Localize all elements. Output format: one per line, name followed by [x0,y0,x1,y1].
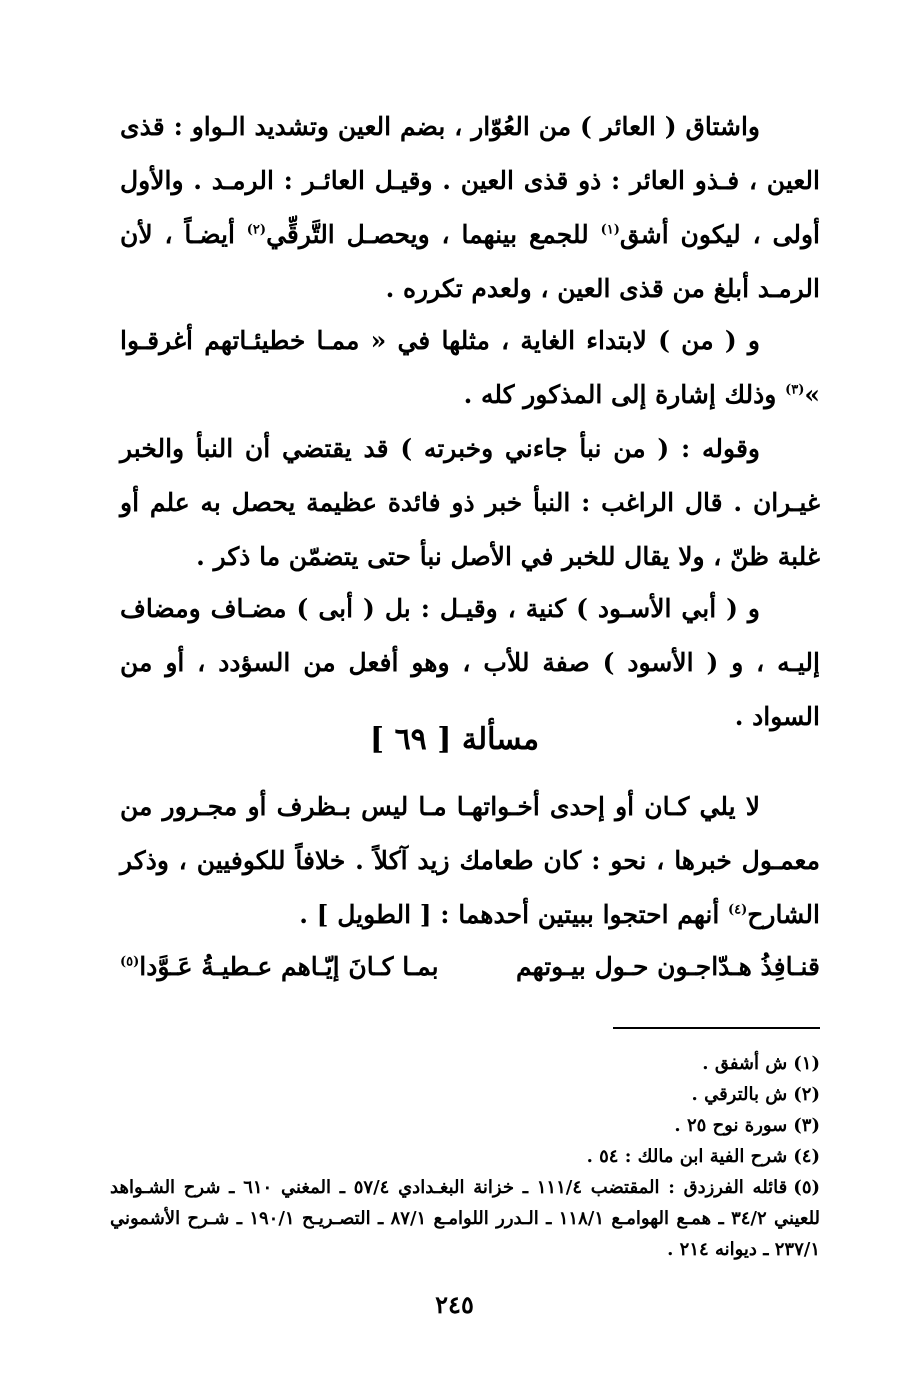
paragraph-text: وذلك إشارة إلى المذكور كله . [463,380,786,409]
footnote-item [110,1110,820,1141]
footnote-ref-4: (٤) [728,902,748,918]
footnote-number: (١) [793,1053,820,1074]
paragraph-text: أيضـاً ، لأن الرمـد أبلغ من قذى العين ، ولعدم تكرره . [120,220,820,303]
section-heading: مسألة [ ٦٩ ] [369,722,540,757]
paragraph-etymology [120,100,820,316]
paragraph-text: وقوله : ( من نبأ جاءني وخبرته ) قد يقتضي أن النبأ والخبر غيـران . قال الراغب : النبأ خبر ذو فائدة عظيمة يحصل به علم أو غلبة ظنّ ، ولا يقال للخبر في الأصل نبأ حتى يتضمّن ما ذكر . [120,434,820,571]
footnote-item [110,1048,820,1079]
footnote-item [110,1079,820,1110]
paragraph-naba [120,422,820,584]
footnote-divider [613,1027,820,1029]
footnote-text: شرح الفية ابن مالك : ٥٤ . [586,1146,788,1167]
footnotes-list [110,1048,820,1265]
poem-hemistich-second [120,940,439,994]
footnote-number: (٥) [793,1177,821,1198]
footnote-item [110,1172,820,1265]
poem-verse [120,940,820,994]
poem-hemistich-text: بمـا كـانَ إيّـاهم عـطيـةُ عَـوَّدا [139,952,439,981]
footnote-number: (٣) [793,1115,820,1136]
footnote-text: قائله الفرزدق : المقتضب ١١١/٤ ـ خزانة البغـدادي ٥٧/٤ ـ المغني ٦١٠ ـ شرح الشـواهد للعيني ٣٤/٢ ـ همـع الهوامـع ١١٨/١ ـ الـدرر اللوامـع ٨٧/١ ـ التصـريـح ١٩٠/١ ـ شـرح الأشموني ٢٣٧/١ ـ ديوانه ٢١٤ . [110,1177,821,1260]
footnote-number: (٢) [793,1084,820,1105]
footnote-ref-2: (٢) [246,222,267,238]
footnote-number: (٤) [793,1146,820,1167]
footnote-ref-1: (١) [600,222,620,238]
footnote-text: ش أشفق . [702,1053,788,1074]
paragraph-abi-al-aswad [120,582,820,744]
paragraph-text: للجمع بينهما ، ويحصـل التَّرقِّي [266,220,601,249]
footnote-text: ش بالترقي . [691,1084,788,1105]
footnote-text: سورة نوح ٢٥ . [674,1115,788,1136]
paragraph-text: أنهم احتجوا ببيتين أحدهما : [ الطويل ] . [299,900,728,929]
footnote-ref-5: (٥) [120,954,140,970]
poem-hemistich-first: قنـافِذُ هـدّاجـون حـول بيـوتهم [516,952,820,981]
page-number: ٢٤٥ [435,1290,474,1319]
paragraph-text: واشتاق ( العائر ) من العُوّار ، بضم العين وتشديد الـواو : قذى العين ، فـذو العائر : ذو قذى العين . وقيـل العائـر : الرمـد . والأول أولى ، ليكون أشق [120,112,821,249]
paragraph-masala [120,780,820,942]
paragraph-text: و ( أبي الأسـود ) كنية ، وقيـل : بل ( أبى ) مضـاف ومضاف إليـه ، و ( الأسود ) صفة للأب ، وهو أفعل من السؤدد ، أو من السواد . [120,594,820,731]
paragraph-text: لا يلي كـان أو إحدى أخـواتهـا مـا ليس بـظرف أو مجـرور من معمـول خبرها ، نحو : كان طعامك زيد آكلاً . خلافاً للكوفيين ، وذكر الشارح [120,792,820,929]
paragraph-text: و ( من ) لابتداء الغاية ، مثلها في « ممـا خطيئـاتهم أغرقـوا » [120,326,820,409]
footnote-item [110,1141,820,1172]
footnote-ref-3: (٣) [785,382,805,398]
paragraph-min [120,314,820,422]
